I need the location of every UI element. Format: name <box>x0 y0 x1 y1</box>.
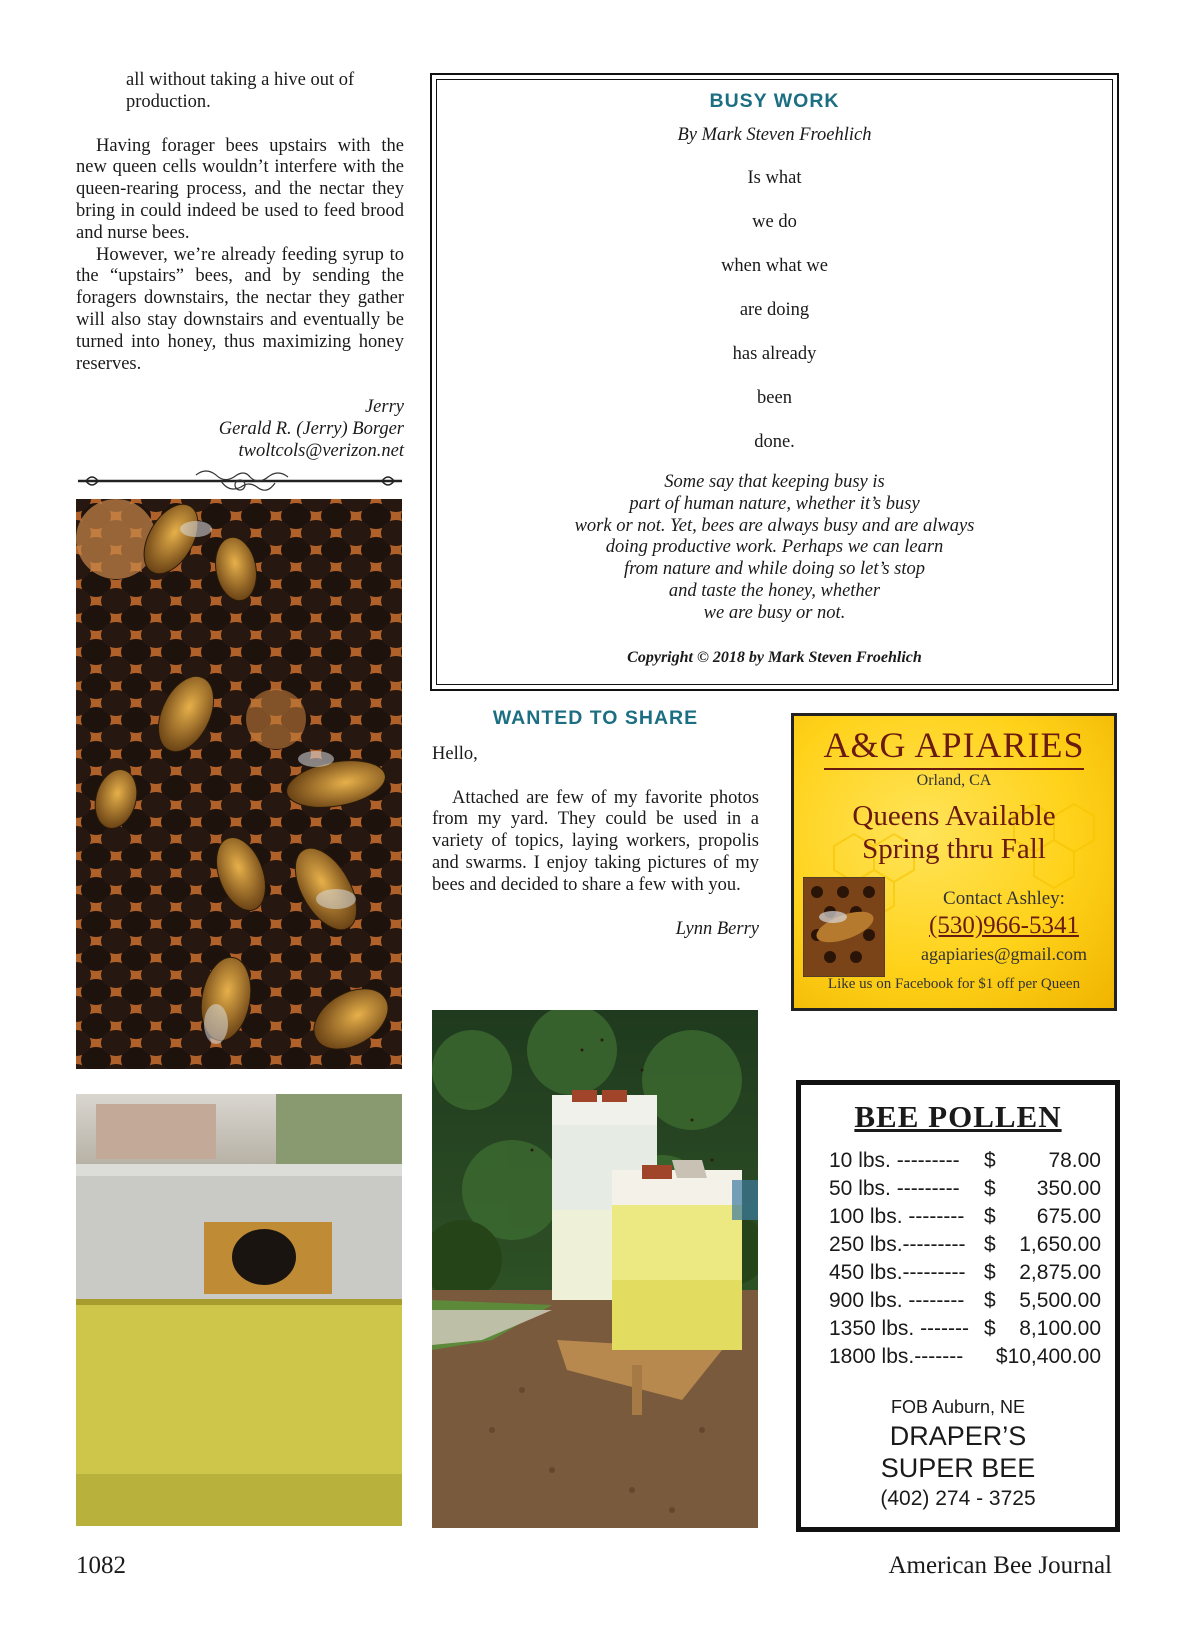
signature-email[interactable]: twoltcols@verizon.net <box>238 440 404 461</box>
ag-ad-headline-1: Queens Available <box>852 800 1056 832</box>
price-dollar: $ <box>984 1233 996 1256</box>
price-value: 1,650.00 <box>1019 1233 1101 1256</box>
price-weight: 1800 lbs.------- <box>829 1345 964 1368</box>
price-dollar: $ <box>984 1289 996 1312</box>
pollen-ad-fob: FOB Auburn, NE <box>890 1397 1026 1417</box>
photo-hives-in-yard <box>432 1010 758 1528</box>
ag-apiaries-ad[interactable] <box>791 713 1117 1011</box>
poem-note-line: part of human nature, whether it’s busy <box>629 493 920 514</box>
ag-ad-headline-2: Spring thru Fall <box>862 833 1046 865</box>
price-dollar: $ <box>984 1317 996 1340</box>
price-weight: 50 lbs. --------- <box>829 1177 960 1200</box>
poem-line: we do <box>752 212 797 232</box>
ag-ad-queen-photo <box>803 877 885 977</box>
price-value: 675.00 <box>1036 1205 1101 1228</box>
price-dollar: $ <box>984 1149 996 1172</box>
ag-ad-email[interactable]: agapiaries@gmail.com <box>920 944 1088 964</box>
price-dollar: $ <box>984 1205 996 1228</box>
ornamental-divider <box>76 465 404 495</box>
poem-note-line: from nature and while doing so let’s stop <box>624 559 925 580</box>
price-row <box>829 1345 1101 1373</box>
ag-ad-name: A&G APIARIES <box>823 725 1085 765</box>
page-number: 1082 <box>76 1552 126 1579</box>
price-row <box>829 1289 1101 1317</box>
poem-line: done. <box>754 432 795 452</box>
price-row <box>829 1317 1101 1345</box>
poem-byline: By Mark Steven Froehlich <box>677 125 872 145</box>
bee-pollen-ad[interactable] <box>796 1080 1120 1532</box>
poem-line: has already <box>732 344 817 364</box>
ag-ad-contact: Contact Ashley: <box>943 888 1065 909</box>
price-weight: 900 lbs. -------- <box>829 1289 965 1312</box>
price-weight: 1350 lbs. ------- <box>829 1317 970 1340</box>
ag-ad-promo: Like us on Facebook for $1 off per Queen <box>827 976 1081 992</box>
poem-line: are doing <box>739 300 810 320</box>
poem-note-line: and taste the honey, whether <box>668 580 881 601</box>
ag-ad-location: Orland, CA <box>916 772 992 789</box>
price-value: 350.00 <box>1036 1177 1101 1200</box>
poem-note-line: we are busy or not. <box>703 602 846 623</box>
article-signature <box>76 397 404 462</box>
price-weight: 450 lbs.--------- <box>829 1261 966 1284</box>
busy-work-poem-box <box>430 73 1119 691</box>
price-value: 8,100.00 <box>1019 1317 1101 1340</box>
pollen-ad-title: BEE POLLEN <box>854 1099 1062 1134</box>
price-row <box>829 1205 1101 1233</box>
price-row <box>829 1177 1101 1205</box>
share-greeting: Hello, <box>432 743 478 764</box>
poem-copyright: Copyright © 2018 by Mark Steven Froehlich <box>627 648 922 666</box>
price-weight: 10 lbs. --------- <box>829 1149 960 1172</box>
article-paragraph: However, we’re already feeding syrup to the “upstairs” bees, and by sending the foragers downstairs, the nectar they gather will also stay downstairs and eventually be turned into honey, thus maximizing honey reserves. <box>76 244 404 374</box>
poem-note-line: work or not. Yet, bees are always busy and are always <box>574 515 975 536</box>
share-signature: Lynn Berry <box>675 918 759 939</box>
price-row <box>829 1149 1101 1177</box>
price-value: $10,400.00 <box>995 1345 1101 1368</box>
signature-short-name: Jerry <box>364 397 404 418</box>
photo-bees-on-comb <box>76 499 402 1069</box>
price-weight: 100 lbs. -------- <box>829 1205 965 1228</box>
journal-name: American Bee Journal <box>888 1552 1112 1579</box>
price-dollar: $ <box>984 1177 996 1200</box>
poem-line: Is what <box>747 168 802 188</box>
poem-note-line: doing productive work. Perhaps we can learn <box>605 537 944 558</box>
pollen-ad-phone[interactable]: (402) 274 - 3725 <box>880 1487 1036 1510</box>
share-title: WANTED TO SHARE <box>492 707 699 729</box>
photo-hive-entrance <box>76 1094 402 1526</box>
wanted-to-share-article <box>432 708 759 940</box>
poem-content <box>437 90 1112 667</box>
ag-ad-phone[interactable]: (530)966-5341 <box>929 912 1079 939</box>
article-paragraph: Having forager bees upstairs with the new queen cells wouldn’t interfere with the queen-rearing process, and the nectar they bring in could indeed be used to feed brood and nurse bees. <box>76 135 404 243</box>
price-row <box>829 1261 1101 1289</box>
price-row <box>829 1233 1101 1261</box>
pollen-ad-company-1: DRAPER’S <box>889 1421 1027 1451</box>
signature-full-name: Gerald R. (Jerry) Borger <box>218 419 404 440</box>
article-continuation: all without taking a hive out of production. <box>126 70 355 112</box>
price-dollar: $ <box>984 1261 996 1284</box>
pollen-ad-company-2: SUPER BEE <box>880 1453 1036 1483</box>
price-value: 5,500.00 <box>1019 1289 1101 1312</box>
price-weight: 250 lbs.--------- <box>829 1233 966 1256</box>
poem-line: when what we <box>721 256 828 276</box>
poem-inner-border <box>436 79 1113 685</box>
poem-title: BUSY WORK <box>709 90 840 112</box>
share-body: Attached are few of my favorite photos from my yard. They could be used in a variety of topics, laying workers, propolis and swarms. I enjoy taking pictures of my bees and decided to share a few with you. <box>432 787 759 895</box>
poem-note <box>437 472 1112 625</box>
poem-line: been <box>757 388 792 408</box>
price-value: 78.00 <box>1048 1149 1101 1172</box>
poem-note-line: Some say that keeping busy is <box>664 472 885 492</box>
left-column-article <box>76 70 404 463</box>
price-value: 2,875.00 <box>1019 1261 1101 1284</box>
